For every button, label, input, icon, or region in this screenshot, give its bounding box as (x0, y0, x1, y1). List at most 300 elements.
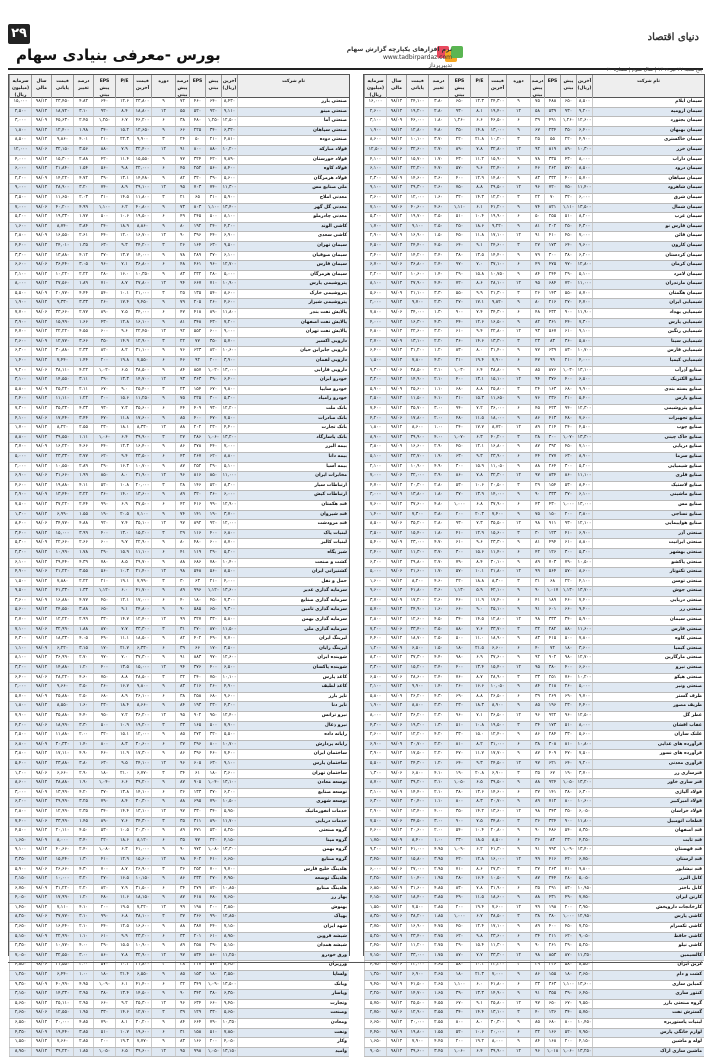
table-cell: ۸.۸ (470, 693, 488, 702)
table-cell: ۹.۰ (470, 606, 488, 615)
table-cell: ۹ (506, 971, 530, 980)
table-row (9, 280, 349, 290)
table-cell: ۱۵,۴۰۰ (488, 664, 506, 673)
table-cell: ۱.۹۸ (73, 127, 93, 136)
table-cell: ۱۶,۷۰۰ (133, 232, 151, 241)
table-cell: ۶,۰۵۰ (576, 808, 592, 817)
table-cell: ۹,۰۵۰ (364, 1048, 386, 1057)
table-cell: ۳,۱۰۰ (364, 117, 386, 126)
table-cell: ۱۲.۹ (470, 530, 488, 539)
table-cell: ۱۱.۵ (470, 415, 488, 424)
table-cell: ۴.۳۹ (73, 559, 93, 568)
table-cell: ۱.۷۰ (428, 156, 448, 165)
table-cell: ۱,۳۰۰ (364, 770, 386, 779)
table-cell: ۹ (151, 443, 175, 452)
table-cell: ۳۹ (175, 1009, 189, 1018)
table-cell: ۲۳۶ (544, 395, 560, 404)
table-cell: ۹۰۰ (448, 309, 470, 318)
table-row (364, 1038, 704, 1048)
table-cell: ۴,۴۵۰ (364, 1029, 386, 1038)
table-row (364, 501, 704, 511)
table-cell: ۱۳.۵ (470, 252, 488, 261)
table-cell: ۶ (151, 789, 175, 798)
table-cell: ۹ (506, 252, 530, 261)
table-cell: ۶,۸۰۰ (221, 530, 237, 539)
table-cell: ۹ (506, 702, 530, 711)
table-cell: ۸۲۰ (93, 885, 115, 894)
table-cell: ۱۲,۴۰۰ (221, 712, 237, 721)
table-cell: ۵,۶۰۰ (576, 731, 592, 740)
table-cell: ۹۸/۱۲ (386, 894, 406, 903)
table-cell: ۴.۰۱ (73, 136, 93, 145)
table-cell: ۹ (151, 252, 175, 261)
table-cell: ۷,۹۰۰ (406, 1038, 428, 1047)
company-name: صنایع بسته بندی (592, 386, 704, 395)
table-cell: ۷۵ (175, 395, 189, 404)
table-cell: ۴۷ (530, 357, 544, 366)
table-cell: ۸,۵۰۰ (576, 98, 592, 107)
table-cell: ۹۸/۱۲ (386, 798, 406, 807)
table-cell: ۶,۲۰۰ (576, 252, 592, 261)
table-cell: ۶ (506, 1029, 530, 1038)
table-row (9, 578, 349, 588)
table-cell: ۱۶,۵۵۰ (51, 232, 73, 241)
table-cell: ۳۹ (175, 645, 189, 654)
table-cell: ۲۲,۸۰۰ (488, 328, 506, 337)
table-cell: ۸.۷ (115, 280, 133, 289)
table-row (9, 194, 349, 204)
table-row (9, 165, 349, 175)
table-cell: ۸,۱۰۰ (9, 654, 31, 663)
table-cell: ۱۲,۱۰۰ (576, 520, 592, 529)
table-cell: ۶۸۰ (93, 693, 115, 702)
table-cell: ۶۳۰ (93, 760, 115, 769)
table-cell: ۳.۴۵ (428, 1048, 448, 1057)
company-name: عطر گل (592, 712, 704, 721)
table-cell: ۴.۵۰ (428, 616, 448, 625)
table-cell: ۵,۴۰۰ (576, 395, 592, 404)
table-cell: ۹ (506, 894, 530, 903)
table-cell: ۹۱ (530, 232, 544, 241)
table-cell: ۴۱۰ (560, 530, 576, 539)
table-cell: ۵,۷۰۰ (221, 338, 237, 347)
table-cell: ۹.۰ (115, 386, 133, 395)
table-cell: ۳ (506, 242, 530, 251)
table-cell: ۱۱۹ (189, 549, 205, 558)
table-cell: ۹ (506, 875, 530, 884)
company-name: شیشه قزوین (237, 933, 349, 942)
table-cell: ۹۸/۱۲ (386, 654, 406, 663)
table-cell: ۹.۱ (470, 242, 488, 251)
table-cell: ۲,۹۰۰ (364, 232, 386, 241)
company-name: توسعه صنایع (237, 789, 349, 798)
table-cell: ۴,۰۰۰ (576, 357, 592, 366)
table-cell: ۴۱,۴۰۰ (133, 981, 151, 990)
table-cell: ۶.۲ (115, 204, 133, 213)
table-cell: ۳۴ (175, 885, 189, 894)
table-cell: ۲۳۴ (544, 127, 560, 136)
table-cell: ۹ (151, 491, 175, 500)
table-cell: ۱,۰۳۰ (448, 367, 470, 376)
table-cell: ۱,۲۰۰ (9, 770, 31, 779)
table-cell: ۹۳۰ (205, 405, 221, 414)
table-cell: ۳.۵۰ (428, 626, 448, 635)
table-cell: ۳۰,۷۰۰ (406, 741, 428, 750)
table-cell: ۳,۶۰۰ (364, 194, 386, 203)
table-cell: ۱۵۴ (544, 482, 560, 491)
table-cell: ۴۶۰ (189, 98, 205, 107)
table-row (9, 913, 349, 923)
table-row (364, 271, 704, 281)
table-cell: ۶۳۰ (205, 760, 221, 769)
table-cell: ۷,۸۹۰ (221, 156, 237, 165)
table-cell: ۹.۱ (470, 1000, 488, 1009)
table-cell: ۱۵,۲۰۰ (133, 530, 151, 539)
table-cell: ۸,۷۴۰ (51, 223, 73, 232)
table-cell: ۱,۵۰۰ (9, 578, 31, 587)
table-row (9, 731, 349, 741)
table-cell: ۳۷,۳۰۰ (406, 654, 428, 663)
table-cell: ۹,۳۰۰ (221, 606, 237, 615)
table-cell: ۲۸۰ (560, 875, 576, 884)
table-cell: ۹۸/۱۲ (31, 357, 51, 366)
table-row (9, 136, 349, 146)
table-row (364, 405, 704, 415)
table-cell: ۲۲۵ (189, 127, 205, 136)
table-cell: ۹۷ (530, 760, 544, 769)
table-cell: ۶,۱۰۰ (221, 252, 237, 261)
table-cell: ۳۵ (175, 818, 189, 827)
table-cell: ۱۱,۲۵۰ (133, 395, 151, 404)
table-cell: ۷,۵۰۰ (364, 818, 386, 827)
table-cell: ۶.۵ (115, 367, 133, 376)
company-name: صنعتی پاکشو (592, 559, 704, 568)
table-cell: ۱۱,۹۰۰ (576, 309, 592, 318)
table-cell: ۳۲ (175, 981, 189, 990)
table-cell: ۱۹,۵۰۰ (133, 213, 151, 222)
table-cell: ۶,۴۴۰ (51, 971, 73, 980)
table-cell: ۶۶۷ (189, 280, 205, 289)
table-row (364, 866, 704, 876)
table-cell: ۶,۱۰۰ (9, 559, 31, 568)
table-cell: ۱۱۶ (189, 530, 205, 539)
table-cell: ۱۵۴ (189, 386, 205, 395)
table-cell: ۱۲ (506, 952, 530, 961)
table-cell: ۱۹,۶۰۰ (133, 1029, 151, 1038)
table-cell: ۳۴,۸۰۰ (488, 818, 506, 827)
table-cell: ۹۸/۱۲ (31, 328, 51, 337)
table-cell: ۹۸/۱۲ (386, 136, 406, 145)
table-cell: ۱,۰۴۰ (205, 779, 221, 788)
table-cell: ۴.۴۵ (428, 1038, 448, 1047)
table-cell: ۳۹,۹۰۰ (488, 1048, 506, 1057)
company-name: صنایع مس (592, 501, 704, 510)
table-cell: ۹۸/۰۶ (31, 674, 51, 683)
table-cell: ۷۸ (530, 156, 544, 165)
table-cell: ۱۲,۷۰۰ (221, 261, 237, 270)
table-cell: ۳۰۰ (560, 463, 576, 472)
table-row (9, 463, 349, 473)
table-row (364, 635, 704, 645)
company-name: تایر بارز (237, 693, 349, 702)
table-cell: ۲,۸۰۰ (364, 616, 386, 625)
table-cell: ۳۷ (530, 789, 544, 798)
table-cell: ۶,۵۰۰ (364, 674, 386, 683)
table-cell: ۷۸۰ (205, 559, 221, 568)
table-cell: ۳۵۰ (205, 338, 221, 347)
table-cell: ۱۳,۱۰۰ (221, 779, 237, 788)
table-cell: ۲۱۰ (93, 578, 115, 587)
table-cell: ۱۱,۱۰۰ (133, 549, 151, 558)
table-cell: ۶,۶۶۰ (51, 770, 73, 779)
table-row (364, 923, 704, 933)
table-cell: ۶۵۰ (448, 98, 470, 107)
table-cell: ۴۶,۰۰۰ (406, 117, 428, 126)
table-cell: ۲۷ (175, 434, 189, 443)
table-cell: ۲۳,۵۰۰ (133, 453, 151, 462)
table-cell: ۴۴ (530, 453, 544, 462)
table-cell: ۶.۸ (115, 913, 133, 922)
table-cell: ۱.۴۰ (428, 683, 448, 692)
table-cell: ۳۳ (175, 722, 189, 731)
table-cell: ۲۸۴ (544, 731, 560, 740)
column-header: نام شرکت (237, 75, 349, 99)
table-cell: ۱۶,۹۰۰ (406, 923, 428, 932)
company-name: سیمان غرب (592, 213, 704, 222)
table-row (9, 539, 349, 549)
company-name: شهد ایران (237, 923, 349, 932)
table-row (9, 117, 349, 127)
table-cell: ۹۸/۱۲ (31, 952, 51, 961)
table-cell: ۱.۲۲ (73, 395, 93, 404)
table-cell: ۷,۰۰۰ (9, 204, 31, 213)
table-cell: ۳ (506, 722, 530, 731)
table-cell: ۷.۶ (470, 626, 488, 635)
table-cell: ۹۲۰ (205, 520, 221, 529)
table-cell: ۹۸/۰۶ (31, 568, 51, 577)
table-cell: ۳۸,۵۰۰ (133, 367, 151, 376)
table-cell: ۱۴.۷ (115, 616, 133, 625)
table-cell: ۳۵,۱۰۰ (133, 520, 151, 529)
table-cell: ۲۶,۲۰۰ (406, 693, 428, 702)
table-cell: ۴.۰۰ (428, 434, 448, 443)
table-cell: ۷۵۰ (205, 674, 221, 683)
table-cell: ۴,۹۵۰ (364, 961, 386, 970)
table-cell: ۳۳۰ (205, 616, 221, 625)
company-name: صنایع شیمیایی (592, 463, 704, 472)
table-cell: ۱۱,۲۵۰ (221, 952, 237, 961)
table-cell: ۷.۸ (470, 885, 488, 894)
table-cell: ۹۸/۱۲ (386, 424, 406, 433)
table-cell: ۹۰ (530, 827, 544, 836)
table-cell: ۳۵,۲۰۰ (406, 520, 428, 529)
table-cell: ۳,۰۰۰ (9, 117, 31, 126)
table-cell: ۹۸/۰۹ (31, 885, 51, 894)
table-row (9, 664, 349, 674)
table-cell: ۱۲.۳ (115, 443, 133, 452)
table-cell: ۳,۷۰۰ (9, 443, 31, 452)
table-cell: ۹ (506, 635, 530, 644)
table-header (364, 75, 704, 98)
table-cell: ۴۶ (175, 357, 189, 366)
table-cell: ۵۷۰ (448, 568, 470, 577)
table-cell: ۱۴.۴ (470, 1009, 488, 1018)
table-cell: ۱۰,۷۰۰ (576, 347, 592, 356)
company-name: وکار (237, 1038, 349, 1047)
table-cell: ۵,۶۰۰ (9, 606, 31, 615)
table-cell: ۹,۶۰۰ (221, 693, 237, 702)
table-cell: ۲.۷۰ (428, 559, 448, 568)
table-cell: ۴۵۰ (560, 443, 576, 452)
table-row (9, 261, 349, 271)
table-cell: ۲۴۰ (560, 424, 576, 433)
table-cell: ۲۹,۷۰۰ (133, 559, 151, 568)
table-cell: ۲۵,۶۰۰ (406, 386, 428, 395)
company-name: شیر پگاه (237, 549, 349, 558)
table-cell: ۹۸/۱۲ (31, 213, 51, 222)
table-cell: ۳.۲۰ (428, 741, 448, 750)
company-name: کشتیرانی ایران (237, 568, 349, 577)
table-cell: ۷,۳۰۰ (406, 511, 428, 520)
table-cell: ۲۰,۵۰۰ (488, 482, 506, 491)
table-cell: ۶۴۰ (560, 242, 576, 251)
table-cell: ۴.۹۹ (73, 204, 93, 213)
table-cell: ۱۴,۲۰۰ (406, 252, 428, 261)
table-cell: ۱,۱۰۰ (205, 204, 221, 213)
table-cell: ۱۰,۴۰۰ (406, 875, 428, 884)
table-cell: ۲,۰۰۰ (9, 683, 31, 692)
table-row (364, 434, 704, 444)
table-cell: ۱۸۰ (93, 971, 115, 980)
table-row (364, 204, 704, 214)
company-name: بانک صادرات (237, 415, 349, 424)
table-cell: ۱۲ (506, 232, 530, 241)
table-cell: ۴,۱۵۰ (221, 837, 237, 846)
table-cell: ۳.۹۰ (428, 472, 448, 481)
table-cell: ۹۸/۱۲ (386, 242, 406, 251)
table-cell: ۵,۵۰۰ (221, 731, 237, 740)
table-cell: ۵۴۰ (448, 827, 470, 836)
table-cell: ۹ (151, 511, 175, 520)
table-cell: ۸,۹۵۰ (221, 933, 237, 942)
company-name: صنعتی دوده (237, 136, 349, 145)
table-cell: ۹ (506, 798, 530, 807)
table-cell: ۷,۳۰۰ (9, 405, 31, 414)
table-cell: ۹۸/۰۶ (31, 415, 51, 424)
table-cell: ۱۶,۸۰۰ (488, 443, 506, 452)
table-cell: ۹۸/۰۶ (31, 818, 51, 827)
table-cell: ۳,۳۰۰ (9, 252, 31, 261)
table-cell: ۱.۶۵ (428, 990, 448, 999)
company-name: قند اصفهان (592, 827, 704, 836)
column-header: دوره (151, 75, 175, 99)
table-cell: ۵,۷۰۰ (576, 175, 592, 184)
table-row (364, 1048, 704, 1057)
table-cell: ۶ (151, 645, 175, 654)
table-cell: ۶۵۰ (93, 606, 115, 615)
table-cell: ۴۳ (175, 453, 189, 462)
table-row (9, 213, 349, 223)
company-name: صنعتی جوش (592, 587, 704, 596)
table-cell: ۲.۱۱ (73, 386, 93, 395)
table-cell: ۹۸/۱۲ (386, 357, 406, 366)
table-row (9, 184, 349, 194)
table-cell: ۱۹,۸۸۰ (51, 482, 73, 491)
table-cell: ۱,۳۰۰ (9, 511, 31, 520)
table-cell: ۷۹ (175, 299, 189, 308)
table-cell: ۳.۸۰ (428, 98, 448, 107)
table-cell: ۴,۱۵۰ (576, 1038, 592, 1047)
table-cell: ۹۸/۱۲ (386, 319, 406, 328)
table-cell: ۱۴,۶۰۰ (488, 789, 506, 798)
table-cell: ۱۴.۴ (115, 808, 133, 817)
table-cell: ۱۱.۸ (115, 415, 133, 424)
table-cell: ۹ (151, 731, 175, 740)
table-cell: ۹۸/۱۲ (386, 827, 406, 836)
table-cell: ۳.۷۰ (428, 136, 448, 145)
company-name: صنعتی آما (237, 117, 349, 126)
table-cell: ۳۱ (175, 626, 189, 635)
table-cell: ۱۱,۰۵۰ (488, 463, 506, 472)
table-cell: ۱۰.۱ (470, 568, 488, 577)
table-row (364, 127, 704, 137)
table-cell: ۸۸۳ (189, 654, 205, 663)
company-name: صنعتی توسن (592, 578, 704, 587)
table-cell: ۴,۳۰۰ (9, 635, 31, 644)
table-cell: ۳۶,۸۰۰ (406, 261, 428, 270)
table-cell: ۲۶۰ (448, 683, 470, 692)
table-cell: ۲۹,۵۰۰ (488, 184, 506, 193)
table-cell: ۶,۳۰۰ (364, 798, 386, 807)
table-cell: ۹ (506, 559, 530, 568)
table-cell: ۳۲,۳۰۰ (488, 472, 506, 481)
company-name: قند قهستان (592, 846, 704, 855)
table-cell: ۱۸۰ (448, 971, 470, 980)
table-cell: ۲.۹۰ (73, 770, 93, 779)
table-cell: ۴,۳۵۰ (9, 1029, 31, 1038)
table-cell: ۱۰,۵۵۰ (51, 463, 73, 472)
table-cell: ۹۳۰ (93, 405, 115, 414)
table-cell: ۹,۸۰۰ (221, 386, 237, 395)
table-cell: ۵۵ (544, 136, 560, 145)
table-cell: ۱۳.۶ (470, 789, 488, 798)
table-cell: ۹۸/۱۲ (31, 463, 51, 472)
company-name: گروه بهمن (237, 846, 349, 855)
table-cell: ۸۵ (530, 1019, 544, 1028)
table-cell: ۳۴۳ (544, 808, 560, 817)
table-cell: ۴,۲۰۰ (9, 722, 31, 731)
table-cell: ۲,۰۰۰ (364, 299, 386, 308)
table-cell: ۱۰.۶ (115, 213, 133, 222)
table-cell: ۹۸/۰۶ (386, 1009, 406, 1018)
table-cell: ۱۴,۲۲۰ (51, 175, 73, 184)
table-cell: ۹۸ (530, 952, 544, 961)
table-cell: ۸,۱۲۰ (133, 837, 151, 846)
table-cell: ۸۷ (175, 894, 189, 903)
table-row (364, 990, 704, 1000)
company-name: ظرف گستر (592, 693, 704, 702)
table-cell: ۴,۱۰۰ (9, 415, 31, 424)
table-cell: ۱۳.۰ (115, 530, 133, 539)
company-name: کاغذ لطیف (237, 683, 349, 692)
table-cell: ۲۲,۰۰۰ (406, 961, 428, 970)
table-cell: ۳۶۱ (544, 319, 560, 328)
table-cell: ۹۸/۰۹ (31, 789, 51, 798)
table-cell: ۹۸/۱۲ (31, 165, 51, 174)
table-row (9, 933, 349, 943)
table-cell: ۶.۴ (115, 434, 133, 443)
table-cell: ۱۱.۹ (115, 750, 133, 759)
